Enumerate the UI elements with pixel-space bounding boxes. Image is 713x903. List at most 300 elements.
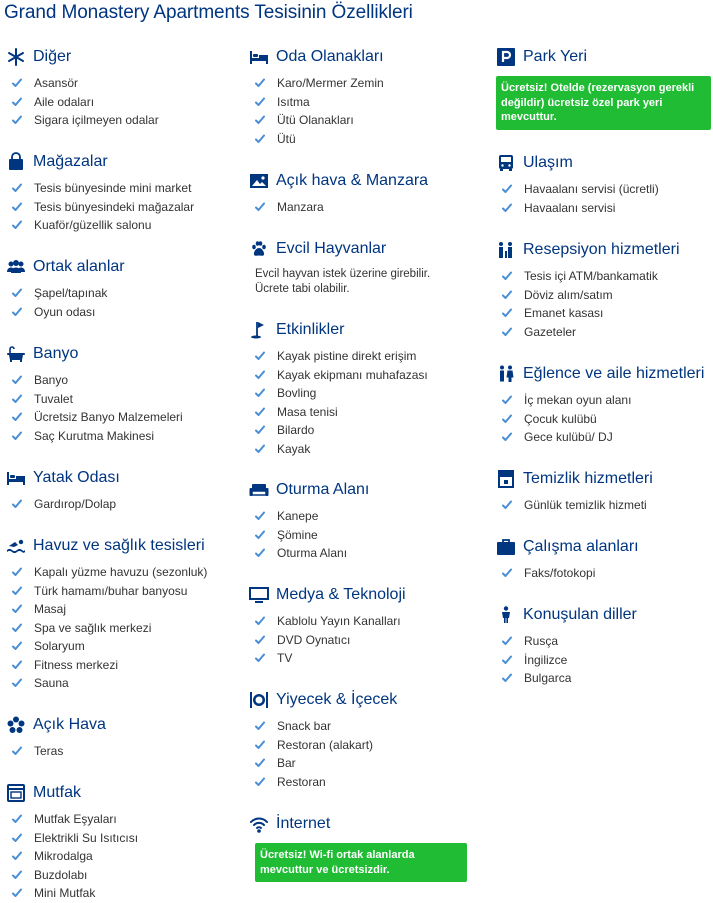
section-title: Diğer [33, 48, 72, 65]
feature-label: Kayak pistine direkt erişim [277, 349, 417, 364]
feature-item [6, 284, 236, 303]
section-diger [6, 46, 236, 130]
section-etkinlikler [249, 319, 473, 458]
feature-label: Restoran [277, 774, 326, 789]
feature-label: Türk hamamı/buhar banyosu [34, 583, 188, 598]
feature-label: Bulgarca [524, 671, 572, 686]
section-title: Etkinlikler [276, 321, 345, 338]
section-oturma-alani [249, 479, 473, 563]
feature-item [6, 390, 236, 409]
checkmark-icon [255, 78, 265, 88]
section-header [6, 782, 236, 804]
briefcase-icon [496, 537, 516, 557]
checkmark-icon [255, 444, 265, 454]
feature-item [249, 198, 473, 217]
feature-item [249, 347, 473, 366]
feature-label: Rusça [524, 634, 559, 649]
feature-item [6, 619, 236, 638]
section-header [6, 467, 236, 489]
section-header [496, 46, 711, 68]
feature-label: Restoran (alakart) [277, 737, 374, 752]
section-yatak-odasi [6, 467, 236, 514]
family-icon [496, 364, 516, 384]
feature-list [6, 563, 236, 693]
feature-list [249, 717, 473, 791]
section-header [6, 714, 236, 736]
feature-item [6, 829, 236, 848]
feature-item [6, 656, 236, 675]
feature-item [249, 130, 473, 149]
feature-label: Kanepe [277, 509, 319, 524]
feature-label: Şömine [277, 527, 318, 542]
checkmark-icon [12, 183, 22, 193]
section-title: Evcil Hayvanlar [276, 240, 387, 257]
feature-label: Gece kulübü/ DJ [524, 430, 613, 445]
feature-item [496, 632, 711, 651]
feature-list [496, 391, 711, 447]
checkmark-icon [255, 134, 265, 144]
feature-list [6, 179, 236, 235]
checkmark-icon [502, 327, 512, 337]
feature-item [6, 563, 236, 582]
checkmark-icon [255, 616, 265, 626]
feature-item [496, 180, 711, 199]
feature-label: Mikrodalga [34, 849, 93, 864]
feature-item [6, 810, 236, 829]
section-title: Çalışma alanları [523, 538, 639, 555]
checkmark-icon [255, 202, 265, 212]
feature-label: Bilardo [277, 423, 315, 438]
section-header [496, 536, 711, 558]
checkmark-icon [255, 777, 265, 787]
feature-item [6, 198, 236, 217]
checkmark-icon [12, 431, 22, 441]
parking-icon [496, 47, 516, 67]
section-header [249, 689, 473, 711]
cleaning-icon [496, 469, 516, 489]
checkmark-icon [255, 370, 265, 380]
section-title: İnternet [276, 815, 331, 832]
feature-label: Isıtma [277, 94, 310, 109]
shopping-bag-icon [6, 152, 26, 172]
feature-list [496, 496, 711, 515]
checkmark-icon [502, 308, 512, 318]
feature-item [249, 612, 473, 631]
feature-item [496, 323, 711, 342]
feature-item [496, 496, 711, 515]
feature-item [249, 507, 473, 526]
bathtub-icon [6, 344, 26, 364]
feature-label: Kayak [277, 441, 311, 456]
feature-list [6, 371, 236, 445]
checkmark-icon [502, 655, 512, 665]
feature-label: Buzdolabı [34, 867, 88, 882]
feature-item [6, 884, 236, 903]
checkmark-icon [12, 97, 22, 107]
feature-label: Havaalanı servisi [524, 200, 616, 215]
feature-label: Teras [34, 744, 64, 759]
reception-icon [496, 240, 516, 260]
feature-item [6, 427, 236, 446]
feature-item [6, 742, 236, 761]
feature-item [6, 74, 236, 93]
section-note: Evcil hayvan istek üzerine girebilir. Ücrete tabi olabilir. [255, 268, 431, 295]
section-header [249, 46, 473, 68]
feature-item [496, 410, 711, 429]
checkmark-icon [502, 568, 512, 578]
feature-list [6, 284, 236, 321]
feature-label: Bovling [277, 386, 317, 401]
feature-item [6, 600, 236, 619]
section-internet [249, 813, 473, 882]
checkmark-icon [255, 511, 265, 521]
feature-label: Kablolu Yayın Kanalları [277, 614, 401, 629]
page-title: Grand Monastery Apartments Tesisinin Özellikleri [4, 2, 413, 23]
feature-item [496, 286, 711, 305]
feature-item [496, 428, 711, 447]
feature-label: TV [277, 651, 293, 666]
feature-item [496, 564, 711, 583]
feature-list [249, 612, 473, 668]
bed-icon [249, 47, 269, 67]
checkmark-icon [255, 351, 265, 361]
feature-label: Oyun odası [34, 304, 96, 319]
section-title: Ulaşım [523, 154, 573, 171]
feature-label: Gardırop/Dolap [34, 497, 117, 512]
feature-item [249, 440, 473, 459]
checkmark-icon [255, 388, 265, 398]
feature-list [496, 267, 711, 341]
feature-label: Sauna [34, 676, 69, 691]
section-banyo [6, 343, 236, 445]
section-header [6, 343, 236, 365]
section-header [6, 256, 236, 278]
feature-item [249, 544, 473, 563]
landscape-icon [249, 171, 269, 191]
section-magazalar [6, 151, 236, 235]
feature-label: Karo/Mermer Zemin [277, 76, 384, 91]
section-header [249, 238, 473, 260]
checkmark-icon [255, 548, 265, 558]
people-icon [6, 257, 26, 277]
section-title: Mağazalar [33, 153, 108, 170]
section-header [6, 46, 236, 68]
feature-item [6, 847, 236, 866]
feature-label: Tesis içi ATM/bankamatik [524, 269, 658, 284]
checkmark-icon [12, 833, 22, 843]
feature-label: Fitness merkezi [34, 657, 119, 672]
checkmark-icon [255, 425, 265, 435]
bus-icon [496, 153, 516, 173]
checkmark-icon [255, 653, 265, 663]
free-badge-box [496, 76, 711, 130]
section-title: Açık hava & Manzara [276, 172, 429, 189]
feature-label: Mini Mutfak [34, 886, 96, 901]
feature-list [6, 742, 236, 761]
section-acik-hava [6, 714, 236, 761]
sofa-icon [249, 480, 269, 500]
checkmark-icon [12, 220, 22, 230]
checkmark-icon [12, 623, 22, 633]
checkmark-icon [12, 870, 22, 880]
section-header [496, 604, 711, 626]
golf-flag-icon [249, 320, 269, 340]
feature-label: Solaryum [34, 639, 85, 654]
section-resepsiyon-hizmetleri [496, 239, 711, 341]
feature-label: Oturma Alanı [277, 546, 348, 561]
section-title: Park Yeri [523, 48, 588, 65]
section-title: Ortak alanlar [33, 258, 125, 275]
section-header [249, 170, 473, 192]
feature-label: Snack bar [277, 719, 332, 734]
feature-item [496, 267, 711, 286]
checkmark-icon [12, 746, 22, 756]
feature-label: Havaalanı servisi (ücretli) [524, 182, 659, 197]
section-header [496, 363, 711, 385]
checkmark-icon [12, 288, 22, 298]
feature-label: Kuaför/güzellik salonu [34, 218, 152, 233]
oven-icon [6, 783, 26, 803]
section-title: Oturma Alanı [276, 481, 370, 498]
section-medya-teknoloji [249, 584, 473, 668]
checkmark-icon [255, 758, 265, 768]
feature-label: Gazeteler [524, 324, 577, 339]
feature-item [6, 111, 236, 130]
feature-item [6, 408, 236, 427]
feature-label: Çocuk kulübü [524, 411, 597, 426]
feature-item [249, 74, 473, 93]
section-title: Yiyecek & İçecek [276, 691, 398, 708]
feature-item [6, 371, 236, 390]
checkmark-icon [12, 412, 22, 422]
section-header [249, 319, 473, 341]
feature-item [249, 649, 473, 668]
checkmark-icon [502, 636, 512, 646]
feature-label: Masa tenisi [277, 404, 338, 419]
section-havuz-ve-saglik-tesisleri [6, 535, 236, 693]
feature-item [496, 669, 711, 688]
section-mutfak [6, 782, 236, 903]
feature-list [496, 564, 711, 583]
checkmark-icon [255, 740, 265, 750]
feature-label: Spa ve sağlık merkezi [34, 620, 152, 635]
section-title: Eğlence ve aile hizmetleri [523, 365, 705, 382]
feature-label: Mutfak Eşyaları [34, 812, 117, 827]
feature-label: Döviz alım/satım [524, 287, 613, 302]
section-title: Açık Hava [33, 716, 106, 733]
section-header [496, 152, 711, 174]
section-header [496, 239, 711, 261]
feature-list [6, 810, 236, 903]
feature-item [249, 526, 473, 545]
checkmark-icon [12, 888, 22, 898]
checkmark-icon [12, 567, 22, 577]
swimmer-icon [6, 536, 26, 556]
wifi-icon [249, 814, 269, 834]
feature-item [249, 384, 473, 403]
checkmark-icon [502, 203, 512, 213]
feature-label: Sigara içilmeyen odalar [34, 113, 159, 128]
feature-item [496, 304, 711, 323]
checkmark-icon [12, 375, 22, 385]
feature-item [6, 93, 236, 112]
checkmark-icon [12, 678, 22, 688]
section-header [6, 535, 236, 557]
flower-icon [6, 715, 26, 735]
free-description: Otelde (rezervasyon gerekli değildir) ücretsiz özel park yeri mevcuttur. [501, 82, 695, 123]
free-label: Ücretsiz! [501, 82, 548, 94]
feature-label: Tuvalet [34, 391, 73, 406]
section-title: Konuşulan diller [523, 606, 637, 623]
feature-item [496, 391, 711, 410]
feature-item [6, 303, 236, 322]
feature-list [496, 180, 711, 217]
feature-list [6, 74, 236, 130]
checkmark-icon [12, 814, 22, 824]
checkmark-icon [502, 395, 512, 405]
feature-item [6, 674, 236, 693]
feature-item [249, 93, 473, 112]
section-park-yeri [496, 46, 711, 130]
feature-item [249, 736, 473, 755]
checkmark-icon [12, 851, 22, 861]
section-title: Banyo [33, 345, 79, 362]
feature-item [496, 651, 711, 670]
feature-label: Kayak ekipmanı muhafazası [277, 367, 428, 382]
paw-icon [249, 239, 269, 259]
checkmark-icon [502, 500, 512, 510]
section-oda-olanaklari [249, 46, 473, 148]
checkmark-icon [12, 115, 22, 125]
section-evcil-hayvanlar [249, 238, 473, 297]
free-description: Wi-fi ortak alanlarda mevcuttur ve ücretsizdir. [260, 849, 415, 876]
section-yiyecek-icecek [249, 689, 473, 791]
feature-list [496, 632, 711, 688]
checkmark-icon [502, 184, 512, 194]
section-title: Oda Olanakları [276, 48, 384, 65]
feature-label: Bar [277, 756, 296, 771]
free-badge-box [255, 843, 467, 882]
checkmark-icon [12, 604, 22, 614]
feature-label: Günlük temizlik hizmeti [524, 498, 647, 513]
section-konusulan-diller [496, 604, 711, 688]
checkmark-icon [255, 721, 265, 731]
bed-icon [6, 468, 26, 488]
section-ulasim [496, 152, 711, 217]
section-header [249, 584, 473, 606]
feature-label: Şapel/tapınak [34, 286, 108, 301]
checkmark-icon [502, 414, 512, 424]
section-header [6, 151, 236, 173]
feature-label: Masaj [34, 602, 67, 617]
feature-item [249, 754, 473, 773]
feature-list [249, 507, 473, 563]
snowflake-icon [6, 47, 26, 67]
section-calisma-alanlari [496, 536, 711, 583]
feature-label: Elektrikli Su Isıtıcısı [34, 830, 139, 845]
feature-item [249, 773, 473, 792]
section-title: Medya & Teknoloji [276, 586, 406, 603]
section-header [249, 813, 473, 835]
feature-item [249, 717, 473, 736]
checkmark-icon [12, 78, 22, 88]
checkmark-icon [12, 394, 22, 404]
feature-label: Manzara [277, 200, 324, 215]
monitor-icon [249, 585, 269, 605]
feature-item [6, 216, 236, 235]
feature-label: Ücretsiz Banyo Malzemeleri [34, 410, 183, 425]
section-header [496, 468, 711, 490]
feature-label: Emanet kasası [524, 306, 604, 321]
checkmark-icon [255, 530, 265, 540]
checkmark-icon [255, 635, 265, 645]
plate-cutlery-icon [249, 690, 269, 710]
section-ortak-alanlar [6, 256, 236, 321]
checkmark-icon [502, 673, 512, 683]
feature-label: İç mekan oyun alanı [524, 393, 632, 408]
section-title: Resepsiyon hizmetleri [523, 241, 680, 258]
feature-label: Faks/fotokopi [524, 566, 596, 581]
section-header [249, 479, 473, 501]
free-label: Ücretsiz! [260, 849, 307, 861]
feature-item [6, 179, 236, 198]
section-temizlik-hizmetleri [496, 468, 711, 515]
section-title: Temizlik hizmetleri [523, 470, 653, 487]
feature-label: Tesis bünyesindeki mağazalar [34, 199, 195, 214]
checkmark-icon [12, 307, 22, 317]
checkmark-icon [12, 586, 22, 596]
feature-label: Kapalı yüzme havuzu (sezonluk) [34, 565, 208, 580]
section-title: Mutfak [33, 784, 82, 801]
checkmark-icon [255, 115, 265, 125]
checkmark-icon [502, 271, 512, 281]
feature-label: Aile odaları [34, 94, 95, 109]
checkmark-icon [502, 290, 512, 300]
feature-item [249, 421, 473, 440]
feature-item [249, 366, 473, 385]
feature-list [249, 198, 473, 217]
feature-item [249, 631, 473, 650]
checkmark-icon [502, 432, 512, 442]
feature-list [249, 74, 473, 148]
checkmark-icon [255, 97, 265, 107]
checkmark-icon [12, 641, 22, 651]
feature-label: Ütü Olanakları [277, 113, 354, 128]
feature-item [6, 582, 236, 601]
feature-item [496, 199, 711, 218]
checkmark-icon [255, 407, 265, 417]
section-title: Havuz ve sağlık tesisleri [33, 537, 205, 554]
feature-list [6, 495, 236, 514]
section-title: Yatak Odası [33, 469, 120, 486]
feature-list [249, 347, 473, 458]
feature-item [6, 637, 236, 656]
feature-label: Saç Kurutma Makinesi [34, 428, 155, 443]
section-eglence-ve-aile-hizmetleri [496, 363, 711, 447]
checkmark-icon [12, 499, 22, 509]
checkmark-icon [12, 660, 22, 670]
feature-item [6, 495, 236, 514]
checkmark-icon [12, 202, 22, 212]
feature-item [249, 403, 473, 422]
feature-item [6, 866, 236, 885]
feature-label: İngilizce [524, 652, 568, 667]
speaker-icon [496, 605, 516, 625]
feature-label: Ütü [277, 131, 296, 146]
feature-label: Asansör [34, 76, 79, 91]
feature-label: Tesis bünyesinde mini market [34, 181, 192, 196]
feature-label: DVD Oynatıcı [277, 632, 351, 647]
